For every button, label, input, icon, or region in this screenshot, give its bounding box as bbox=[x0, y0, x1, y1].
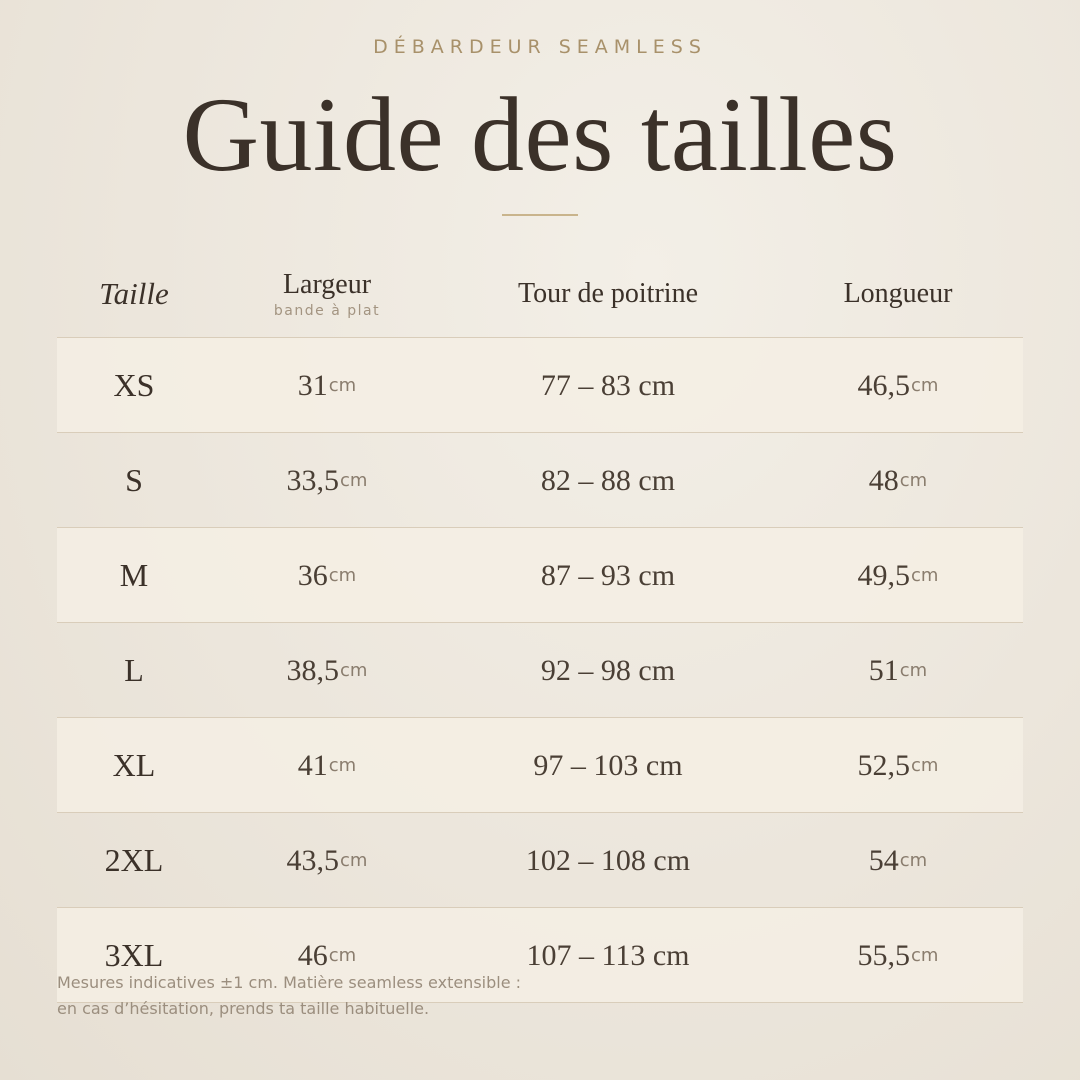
largeur-value: 31 bbox=[297, 368, 328, 402]
longueur-value: 54 bbox=[868, 843, 899, 877]
column-header-label: Largeur bbox=[282, 269, 372, 300]
size-cell: S bbox=[125, 462, 143, 498]
unit-label: cm bbox=[328, 565, 357, 586]
tour-de-poitrine-cell: 102 – 108 cm bbox=[525, 843, 691, 877]
column-header-label: Taille bbox=[99, 276, 169, 311]
table-row bbox=[57, 623, 1023, 718]
largeur-value: 46 bbox=[297, 938, 328, 972]
table-row bbox=[57, 528, 1023, 623]
title-divider bbox=[502, 214, 578, 216]
largeur-cell bbox=[211, 813, 443, 908]
column-header-tour-de-poitrine bbox=[443, 250, 773, 338]
longueur-cell bbox=[773, 528, 1023, 623]
tour-de-poitrine-cell: 92 – 98 cm bbox=[540, 653, 676, 687]
unit-label: cm bbox=[899, 660, 928, 681]
largeur-cell bbox=[211, 528, 443, 623]
largeur-cell bbox=[211, 338, 443, 433]
footnote: Mesures indicatives ±1 cm. Matière seamless extensible : en cas d’hésitation, prends ta taille habituelle. bbox=[57, 973, 522, 1018]
longueur-cell bbox=[773, 338, 1023, 433]
size-cell: XS bbox=[113, 367, 155, 403]
longueur-value: 55,5 bbox=[857, 938, 911, 972]
column-header-label: Longueur bbox=[843, 278, 953, 309]
size-cell: 3XL bbox=[104, 937, 164, 973]
tour-de-poitrine-cell: 107 – 113 cm bbox=[526, 938, 690, 972]
size-cell: L bbox=[124, 652, 144, 688]
column-header-taille bbox=[57, 250, 211, 338]
largeur-value: 41 bbox=[297, 748, 328, 782]
tour-de-poitrine-cell: 87 – 93 cm bbox=[540, 558, 676, 592]
longueur-value: 49,5 bbox=[857, 558, 911, 592]
size-cell: M bbox=[119, 557, 149, 593]
unit-label: cm bbox=[328, 375, 357, 396]
column-header-label: Tour de poitrine bbox=[518, 278, 698, 309]
unit-label: cm bbox=[911, 375, 939, 396]
unit-label: cm bbox=[911, 565, 939, 586]
size-cell: XL bbox=[112, 747, 156, 783]
longueur-value: 48 bbox=[868, 463, 899, 497]
unit-label: cm bbox=[328, 755, 357, 776]
unit-label: cm bbox=[911, 945, 939, 966]
unit-label: cm bbox=[328, 945, 357, 966]
largeur-cell bbox=[211, 433, 443, 528]
tour-de-poitrine-cell: 77 – 83 cm bbox=[540, 368, 676, 402]
longueur-cell bbox=[773, 433, 1023, 528]
largeur-value: 38,5 bbox=[286, 653, 340, 687]
size-table bbox=[57, 250, 1023, 1003]
unit-label: cm bbox=[340, 850, 368, 871]
longueur-value: 51 bbox=[868, 653, 899, 687]
page-eyebrow: DÉBARDEUR SEAMLESS bbox=[373, 36, 707, 58]
unit-label: cm bbox=[911, 755, 939, 776]
tour-de-poitrine-cell: 97 – 103 cm bbox=[533, 748, 683, 782]
longueur-cell bbox=[773, 813, 1023, 908]
unit-label: cm bbox=[340, 470, 368, 491]
longueur-value: 46,5 bbox=[857, 368, 911, 402]
largeur-cell bbox=[211, 623, 443, 718]
column-header-sublabel: bande à plat bbox=[273, 303, 381, 319]
column-header-longueur bbox=[773, 250, 1023, 338]
largeur-value: 43,5 bbox=[286, 843, 340, 877]
table-row bbox=[57, 433, 1023, 528]
page-title: Guide des tailles bbox=[182, 76, 898, 193]
tour-de-poitrine-cell: 82 – 88 cm bbox=[540, 463, 676, 497]
longueur-cell bbox=[773, 908, 1023, 1003]
column-header-largeur bbox=[211, 250, 443, 338]
size-cell: 2XL bbox=[104, 842, 164, 878]
table-header bbox=[57, 250, 1023, 338]
largeur-value: 36 bbox=[297, 558, 328, 592]
unit-label: cm bbox=[899, 850, 928, 871]
longueur-cell bbox=[773, 718, 1023, 813]
unit-label: cm bbox=[340, 660, 368, 681]
unit-label: cm bbox=[899, 470, 928, 491]
longueur-cell bbox=[773, 623, 1023, 718]
table-row bbox=[57, 813, 1023, 908]
largeur-value: 33,5 bbox=[286, 463, 340, 497]
largeur-cell bbox=[211, 718, 443, 813]
table-row bbox=[57, 338, 1023, 433]
table-row bbox=[57, 718, 1023, 813]
longueur-value: 52,5 bbox=[857, 748, 911, 782]
